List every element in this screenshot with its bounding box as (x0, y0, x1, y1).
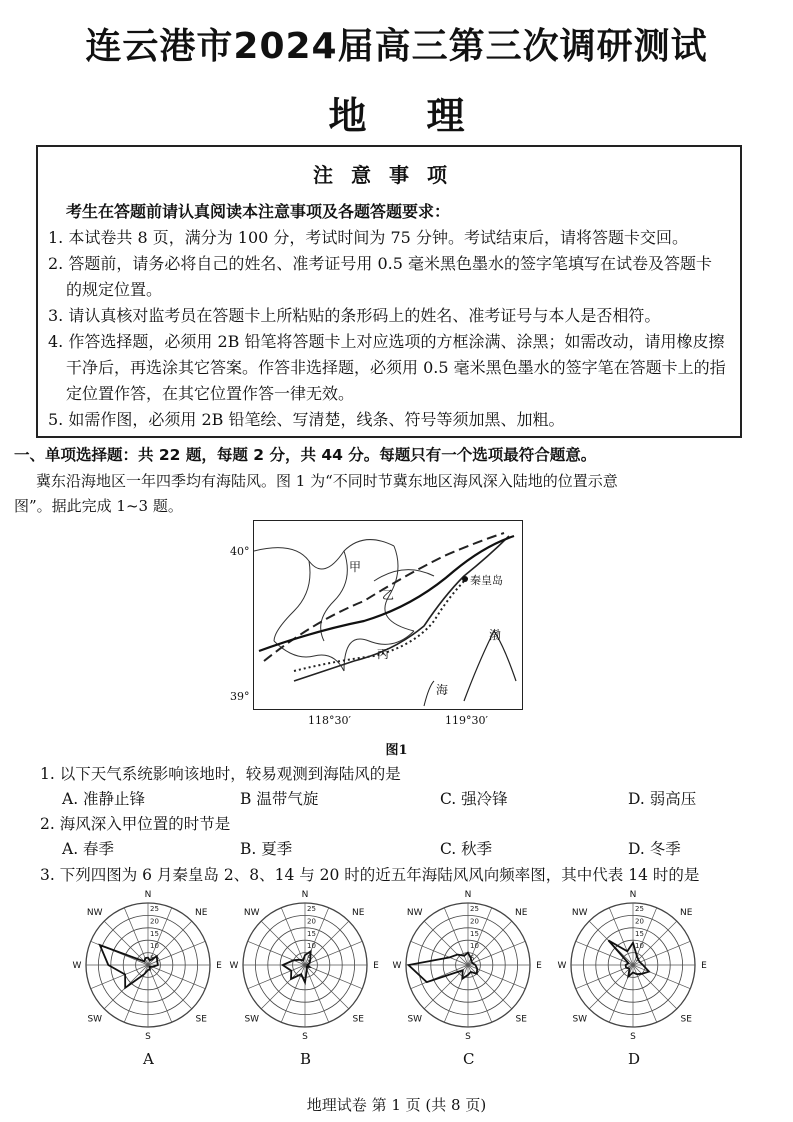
map-label-bing: 丙 (377, 647, 390, 661)
rose-scale-label: 25 (307, 905, 316, 913)
rose-direction-label: NW (86, 907, 103, 918)
rose-direction-label: SE (515, 1014, 527, 1025)
rose-scale-label: 10 (635, 942, 644, 951)
q1-option-a: A. 准静止锋 (62, 790, 146, 808)
question-stem-line-2: 图”。据此完成 1~3 题。 (14, 497, 183, 515)
q2-option-b: B. 夏季 (240, 840, 293, 858)
rose-scale-label: 15 (635, 929, 644, 938)
rose-direction-label: SW (572, 1014, 588, 1025)
rose-direction-label: S (465, 1032, 471, 1042)
rose-direction-label: W (392, 961, 402, 971)
rose-scale-label: 10 (470, 942, 479, 951)
rose-direction-label: S (145, 1032, 151, 1042)
rose-direction-label: N (301, 890, 309, 900)
map-lat-top: 40° (230, 545, 250, 558)
section-heading: 一、单项选择题：共 22 题，每题 2 分，共 44 分。每题只有一个选项最符合题意。 (14, 446, 597, 464)
rose-scale-label: 25 (470, 905, 479, 913)
wind-rose-d (548, 880, 718, 1050)
q1-option-c: C. 强冷锋 (440, 790, 508, 808)
map-drawing (254, 521, 523, 710)
rose-scale-label: 20 (150, 917, 159, 926)
question-1: 1. 以下天气系统影响该地时，较易观测到海陆风的是 (40, 765, 401, 783)
map-label-jia: 甲 (349, 560, 362, 574)
q1-option-d: D. 弱高压 (628, 790, 697, 808)
q2-option-a: A. 春季 (62, 840, 115, 858)
q1-option-b: B 温带气旋 (240, 790, 319, 808)
rose-scale-label: 5 (470, 954, 475, 963)
rose-direction-label: E (373, 961, 379, 971)
notice-line-4: 4. 作答选择题，必须用 2B 铅笔将答题卡上对应选项的方框涂满、涂黑；如需改动，请用橡皮擦 (48, 332, 725, 351)
q2-option-c: C. 秋季 (440, 840, 493, 858)
notice-line-3: 3. 请认真核对监考员在答题卡上所粘贴的条形码上的姓名、准考证号与本人是否相符。 (48, 306, 661, 325)
question-stem-line-1: 冀东沿海地区一年四季均有海陆风。图 1 为“不同时节冀东地区海风深入陆地的位置示意 (36, 472, 618, 490)
rose-scale-label: 25 (150, 905, 159, 913)
map-lat-bottom: 39° (230, 690, 250, 703)
rose-direction-label: NW (406, 907, 423, 918)
rose-direction-label: SW (407, 1014, 423, 1025)
rose-scale-label: 15 (307, 929, 316, 938)
rose-scale-label: 15 (150, 929, 159, 938)
rose-direction-label: SE (680, 1014, 692, 1025)
rose-direction-label: NE (352, 907, 365, 918)
wind-rose-c (383, 880, 553, 1050)
question-2: 2. 海风深入甲位置的时节是 (40, 815, 231, 833)
map-label-yi: 乙 (382, 588, 395, 602)
page-footer: 地理试卷 第 1 页 (共 8 页) (306, 1096, 487, 1114)
map-lon-right: 119°30′ (445, 714, 488, 727)
rose-direction-label: NW (243, 907, 260, 918)
rose-direction-label: E (701, 961, 707, 971)
rose-scale-label: 5 (635, 954, 640, 963)
map-figure (253, 520, 523, 710)
map-lon-left: 118°30′ (308, 714, 351, 727)
subject-title: 地理 (328, 94, 525, 138)
notice-title: 注意事项 (313, 163, 465, 187)
rose-direction-label: S (630, 1032, 636, 1042)
rose-direction-label: NE (680, 907, 693, 918)
rose-scale-label: 10 (307, 942, 316, 951)
rose-direction-label: N (144, 890, 152, 900)
question-3: 3. 下列四图为 6 月秦皇岛 2、8、14 与 20 时的近五年海陆风风向频率图，其中代表 14 时的是 (40, 866, 700, 884)
notice-line-2: 2. 答题前，请务必将自己的姓名、准考证号用 0.5 毫米黑色墨水的签字笔填写在试卷及答题卡 (48, 254, 712, 273)
map-city-label: 秦皇岛 (470, 574, 503, 587)
rose-direction-label: NE (195, 907, 208, 918)
rose-direction-label: N (629, 890, 637, 900)
q2-option-d: D. 冬季 (628, 840, 681, 858)
rose-scale-label: 25 (635, 905, 644, 913)
rose-direction-label: W (557, 961, 567, 971)
rose-scale-label: 20 (470, 917, 479, 926)
notice-line-5: 5. 如需作图，必须用 2B 铅笔绘、写清楚，线条、符号等须加黑、加粗。 (48, 410, 565, 429)
rose-direction-label: E (216, 961, 222, 971)
rose-scale-label: 10 (150, 942, 159, 951)
wind-rose-a (63, 880, 233, 1050)
rose-scale-label: 5 (307, 954, 312, 963)
rose-scale-label: 5 (150, 954, 155, 963)
rose-scale-label: 20 (307, 917, 316, 926)
rose-direction-label: SE (195, 1014, 207, 1025)
notice-line-1: 1. 本试卷共 8 页，满分为 100 分，考试时间为 75 分钟。考试结束后，请将答题卡交回。 (48, 228, 688, 247)
rose-direction-label: SW (244, 1014, 260, 1025)
rose-direction-label: W (229, 961, 239, 971)
rose-scale-label: 20 (635, 917, 644, 926)
notice-box (36, 145, 742, 438)
wind-rose-label-a: A (143, 1050, 154, 1068)
notice-line-4b: 干净后，再选涂其它答案。作答非选择题，必须用 0.5 毫米黑色墨水的签字笔在答题卡上的指 (66, 358, 726, 377)
notice-line-2b: 的规定位置。 (66, 280, 163, 299)
rose-scale-label: 15 (470, 929, 479, 938)
map-sea-label-1: 渤 (489, 628, 502, 642)
wind-rose-label-d: D (628, 1050, 641, 1068)
rose-direction-label: SW (87, 1014, 103, 1025)
map-sea-label-2: 海 (436, 683, 449, 697)
notice-line-4c: 定位置作答，在其它位置作答一律无效。 (66, 384, 355, 403)
rose-direction-label: SE (352, 1014, 364, 1025)
wind-rose-label-b: B (300, 1050, 312, 1068)
rose-direction-label: NW (571, 907, 588, 918)
rose-direction-label: W (72, 961, 82, 971)
notice-intro: 考生在答题前请认真阅读本注意事项及各题答题要求： (66, 202, 451, 221)
rose-direction-label: N (464, 890, 472, 900)
figure-caption: 图1 (385, 743, 408, 758)
exam-title: 连云港市2024届高三第三次调研测试 (85, 26, 708, 67)
rose-direction-label: NE (515, 907, 528, 918)
wind-rose-label-c: C (463, 1050, 475, 1068)
wind-rose-b (220, 880, 390, 1050)
rose-direction-label: S (302, 1032, 308, 1042)
rose-direction-label: E (536, 961, 542, 971)
